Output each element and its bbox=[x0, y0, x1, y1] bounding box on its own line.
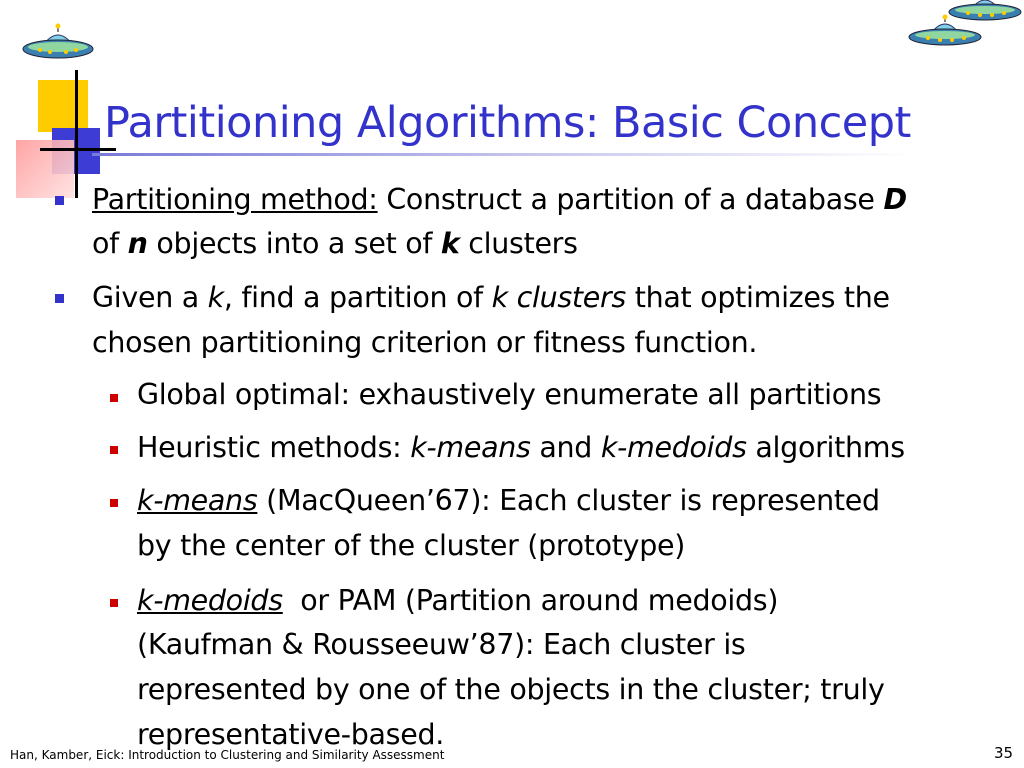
sub-bullet-marker-1 bbox=[110, 394, 118, 402]
sub-bullet-4-line-4: representative-based. bbox=[137, 718, 444, 751]
sub-bullet-4-line-2: (Kaufman & Rousseeuw’87): Each cluster is bbox=[137, 628, 746, 661]
sub-bullet-4-line-3: represented by one of the objects in the cluster; truly bbox=[137, 673, 885, 706]
bullet-2-text-c: that optimizes the bbox=[625, 281, 890, 314]
sub-3-text-a: (MacQueen’67): Each cluster is represented bbox=[257, 484, 880, 517]
deco-horizontal-line bbox=[40, 148, 116, 151]
sub-2-text-c: algorithms bbox=[746, 431, 905, 464]
var-d: D bbox=[883, 183, 907, 216]
page-number: 35 bbox=[994, 744, 1014, 762]
bullet-1-line-2-a: of bbox=[92, 227, 128, 260]
bullet-2-line-1 bbox=[92, 275, 890, 320]
bullet-1-line-2-c: clusters bbox=[459, 227, 578, 260]
ufo-right-icon bbox=[906, 14, 984, 50]
slide-title: Partitioning Algorithms: Basic Concept bbox=[104, 98, 911, 148]
bullet-1-text: Construct a partition of a database bbox=[377, 183, 884, 216]
deco-yellow-square bbox=[38, 80, 88, 132]
ufo-left-icon bbox=[20, 22, 96, 66]
bullet-1-line-1 bbox=[92, 177, 907, 222]
sub-bullet-3-line-1 bbox=[137, 478, 880, 523]
slide-footer: Han, Kamber, Eick: Introduction to Clustering and Similarity Assessment bbox=[10, 748, 445, 762]
sub-3-term: k-means bbox=[137, 484, 258, 517]
sub-2-text-b: and bbox=[530, 431, 601, 464]
sub-4-term: k-medoids bbox=[137, 584, 283, 617]
bullet-marker-2 bbox=[55, 294, 64, 303]
bullet-1-term: Partitioning method: bbox=[92, 183, 378, 216]
sub-2-kmedoids: k-medoids bbox=[600, 431, 747, 464]
bullet-1-line-2 bbox=[92, 221, 578, 266]
sub-4-text-a: or PAM (Partition around medoids) bbox=[282, 584, 779, 617]
sub-bullet-marker-2 bbox=[110, 446, 118, 454]
sub-2-text-a: Heuristic methods: bbox=[137, 431, 411, 464]
sub-bullet-1: Global optimal: exhaustively enumerate all partitions bbox=[137, 378, 882, 411]
bullet-1-line-2-b: objects into a set of bbox=[147, 227, 441, 260]
deco-vertical-line bbox=[75, 70, 78, 198]
var-k: k bbox=[440, 227, 460, 260]
bullet-2-phrase: k clusters bbox=[491, 281, 626, 314]
title-underline bbox=[92, 153, 912, 156]
sub-bullet-2 bbox=[137, 425, 905, 470]
sub-bullet-marker-3 bbox=[110, 499, 118, 507]
bullet-2-var-k: k bbox=[207, 281, 224, 314]
bullet-2-line-2: chosen partitioning criterion or fitness function. bbox=[92, 326, 758, 359]
bullet-marker-1 bbox=[55, 196, 64, 205]
sub-bullet-marker-4 bbox=[110, 599, 118, 607]
bullet-2-text-b: , find a partition of bbox=[223, 281, 492, 314]
var-n: n bbox=[127, 227, 148, 260]
sub-bullet-3-line-2: by the center of the cluster (prototype) bbox=[137, 529, 686, 562]
sub-2-kmeans: k-means bbox=[410, 431, 531, 464]
bullet-2-text-a: Given a bbox=[92, 281, 208, 314]
sub-bullet-4-line-1 bbox=[137, 578, 778, 623]
